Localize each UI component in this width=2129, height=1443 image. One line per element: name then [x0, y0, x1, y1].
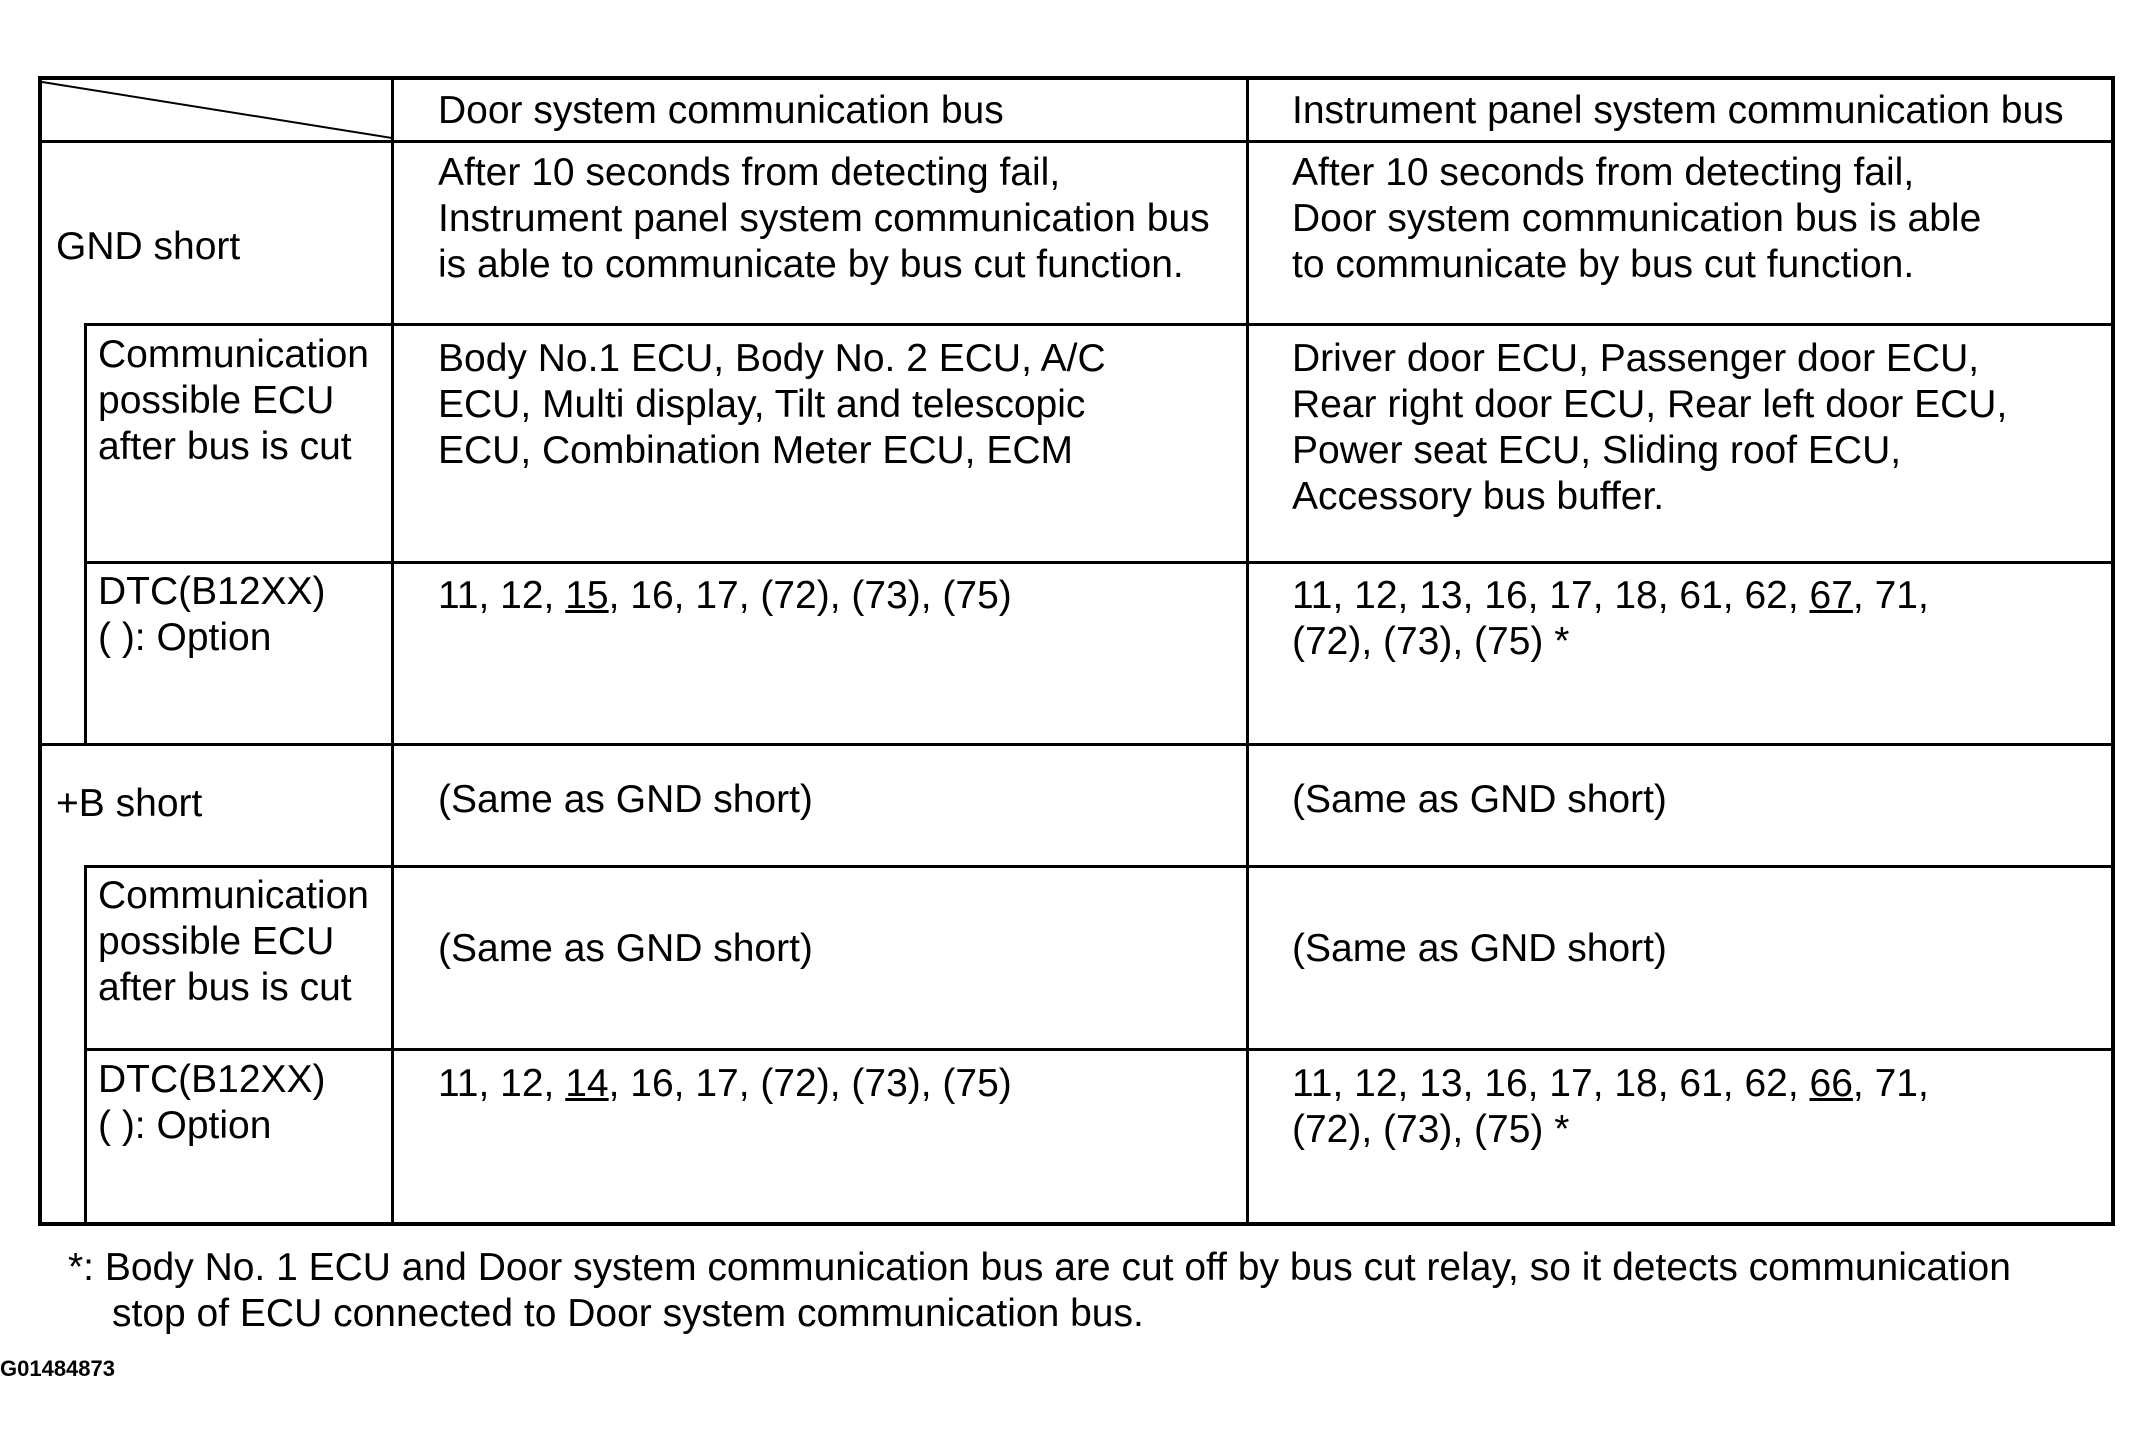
bplus-comm-door: (Same as GND short) — [438, 927, 813, 970]
gnd-dtc-label: DTC(B12XX) ( ): Option — [98, 570, 326, 659]
gnd-door-text: After 10 seconds from detecting fail, Instrument panel system communication bus is able to communicate by bus cut function. — [438, 151, 1210, 286]
header-divider — [42, 140, 2115, 143]
bplus-dtc-ip: 11, 12, 13, 16, 17, 18, 61, 62, 66, 71, (72), (73), (75) * — [1292, 1062, 1929, 1151]
gnd-comm-door: Body No.1 ECU, Body No. 2 ECU, A/C ECU, Multi display, Tilt and telescopic ECU, Combination Meter ECU, ECM — [438, 337, 1106, 472]
bplus-comm-ip: (Same as GND short) — [1292, 927, 1667, 970]
header-door-bus: Door system communication bus — [438, 89, 1004, 132]
bplus-divider-2 — [84, 1048, 2115, 1051]
gnd-dtc-ip: 11, 12, 13, 16, 17, 18, 61, 62, 67, 71, (72), (73), (75) * — [1292, 574, 1929, 663]
gnd-dtc-door: 11, 12, 15, 16, 17, (72), (73), (75) — [438, 574, 1012, 617]
bplus-dtc-door: 11, 12, 14, 16, 17, (72), (73), (75) — [438, 1062, 1012, 1105]
bplus-dtc-label: DTC(B12XX) ( ): Option — [98, 1058, 326, 1147]
footnote-line-1: *: Body No. 1 ECU and Door system communication bus are cut off by bus cut relay, so it detects communication — [68, 1246, 2011, 1289]
gnd-divider-2 — [84, 561, 2115, 564]
col-divider-1 — [391, 80, 394, 1226]
bplus-divider-1 — [84, 865, 2115, 868]
gnd-divider-1 — [84, 323, 2115, 326]
gnd-ip-text: After 10 seconds from detecting fail, Door system communication bus is able to communicate by bus cut function. — [1292, 151, 1982, 286]
col-divider-2 — [1246, 80, 1249, 1226]
gnd-comm-ip: Driver door ECU, Passenger door ECU, Rear right door ECU, Rear left door ECU, Power seat ECU, Sliding roof ECU, Accessory bus buffer. — [1292, 337, 2008, 518]
bplus-door-text: (Same as GND short) — [438, 778, 813, 821]
bplus-comm-label: Communication possible ECU after bus is cut — [98, 874, 369, 1009]
figure-id: G01484873 — [0, 1356, 115, 1381]
bplus-indent-line — [84, 865, 87, 1226]
section-divider — [42, 743, 2115, 746]
header-diagonal — [42, 80, 392, 142]
footnote — [68, 1245, 2011, 1337]
footnote-line-2: stop of ECU connected to Door system communication bus. — [112, 1292, 1144, 1335]
bplus-short-label: +B short — [56, 782, 203, 825]
gnd-comm-label: Communication possible ECU after bus is cut — [98, 333, 369, 468]
header-ip-bus: Instrument panel system communication bus — [1292, 89, 2064, 132]
bplus-ip-text: (Same as GND short) — [1292, 778, 1667, 821]
gnd-short-label: GND short — [56, 225, 241, 268]
fault-table — [38, 76, 2115, 1226]
gnd-indent-line — [84, 323, 87, 743]
